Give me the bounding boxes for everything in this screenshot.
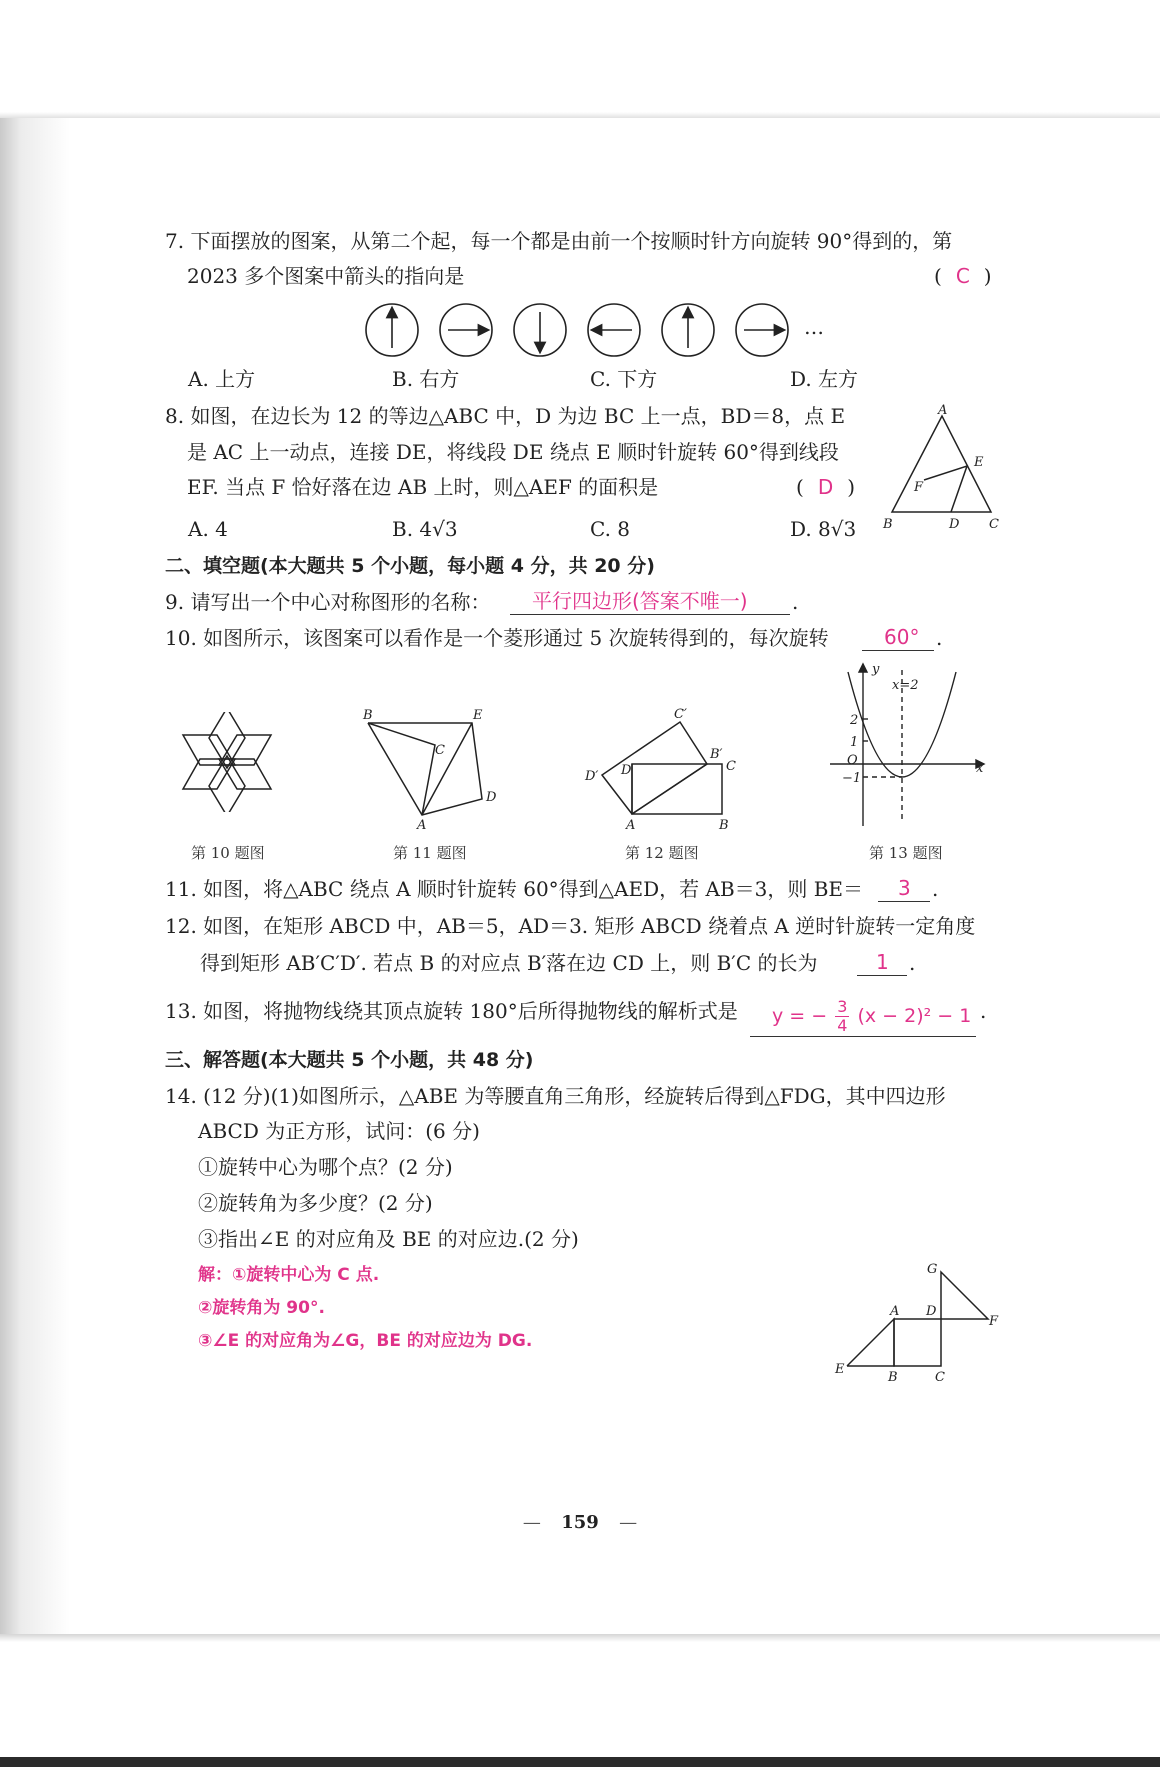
q7-line1: 7. 下面摆放的图案，从第二个起，每一个都是由前一个按顺时针方向旋转 90°得到的，第 [165, 229, 953, 253]
q7-ellipsis: … [804, 315, 824, 339]
q12-blank [857, 975, 907, 976]
q8-answer-bracket: ( D ) [796, 475, 856, 499]
q8-label-f: F [914, 480, 924, 495]
q7-line2: 2023 多个图案中箭头的指向是 [187, 264, 465, 288]
q9-answer: 平行四边形(答案不唯一) [532, 589, 748, 613]
fig12-label-a: A [626, 818, 636, 833]
q14-solution-2: ②旋转角为 90°. [198, 1298, 325, 1318]
q14-solution-1: 解：①旋转中心为 C 点. [198, 1265, 380, 1285]
fig11-label-d: D [486, 790, 497, 805]
q8-option-d: D. 8√3 [790, 517, 857, 541]
q11-answer: 3 [898, 876, 911, 900]
q14-label-e: E [835, 1362, 845, 1377]
fig13-tick-1: 1 [850, 735, 859, 750]
fig13-tick-2: 2 [850, 713, 859, 728]
q13-answer-prefix: y = − [772, 1005, 828, 1027]
q13-fraction-numerator: 3 [837, 997, 848, 1016]
q8-label-c: C [989, 517, 999, 532]
q14-line1: 14. (12 分)(1)如图所示，△ABE 为等腰直角三角形，经旋转后得到△FDG，其中四边形 [165, 1084, 946, 1108]
page-number [0, 1512, 1160, 1533]
q14-sub3: ③指出∠E 的对应角及 BE 的对应边.(2 分) [198, 1227, 579, 1251]
fig12-label-b: B [719, 818, 729, 833]
q14-label-f: F [989, 1314, 999, 1329]
q9-end: . [792, 590, 799, 614]
fig13-parabola-graph [822, 660, 992, 830]
q8-answer: D [817, 475, 834, 499]
q7-option-b: B. 右方 [392, 367, 460, 391]
q14-sub2: ②旋转角为多少度？(2 分) [198, 1191, 433, 1215]
q10-end: . [936, 626, 943, 650]
q12-line1: 12. 如图，在矩形 ABCD 中，AB＝5，AD＝3. 矩形 ABCD 绕着点 A 逆时针旋转一定角度 [165, 914, 976, 938]
q14-solution-3: ③∠E 的对应角为∠G，BE 的对应边为 DG. [198, 1331, 533, 1351]
fig13-label-origin: O [847, 753, 858, 768]
q12-answer: 1 [876, 950, 889, 974]
q13-fraction [835, 998, 849, 1035]
q11-end: . [932, 877, 939, 901]
q8-label-e: E [974, 455, 984, 470]
q8-triangle-figure [875, 400, 1010, 535]
fig12-label-c: C [726, 759, 736, 774]
q14-label-g: G [927, 1262, 938, 1277]
q8-option-a: A. 4 [188, 517, 228, 541]
fig12-label-c-prime: C′ [674, 707, 687, 722]
q13-fraction-denominator: 4 [837, 1016, 848, 1035]
q13-answer [772, 998, 971, 1035]
page-dash-left: — [522, 1512, 541, 1533]
fig13-tick-minus1: −1 [842, 771, 862, 786]
q13-blank [750, 1036, 976, 1037]
q8-label-d: D [949, 517, 960, 532]
section2-heading: 二、填空题(本大题共 5 个小题，每小题 4 分，共 20 分) [165, 555, 655, 577]
q8-line2: 是 AC 上一动点，连接 DE，将线段 DE 绕点 E 顺时针旋转 60°得到线段 [187, 440, 839, 464]
fig11-rotation-figure [350, 700, 510, 835]
q8-option-c: C. 8 [590, 517, 631, 541]
q7-option-a: A. 上方 [188, 367, 256, 391]
section3-heading: 三、解答题(本大题共 5 个小题，共 48 分) [165, 1049, 534, 1071]
q14-line2: ABCD 为正方形，试问：(6 分) [198, 1119, 480, 1143]
q7-option-c: C. 下方 [590, 367, 658, 391]
q13-text: 13. 如图，将抛物线绕其顶点旋转 180°后所得抛物线的解析式是 [165, 999, 738, 1023]
q10-answer: 60° [884, 625, 920, 649]
page-number-value: 159 [561, 1512, 599, 1533]
page-spine-shadow [0, 118, 70, 1638]
fig12-label-d-prime: D′ [585, 769, 599, 784]
fig11-label-b: B [363, 708, 373, 723]
fig10-caption: 第 10 题图 [191, 844, 265, 862]
page-dash-right: — [619, 1512, 638, 1533]
page-bottom-shadow [0, 1634, 1160, 1642]
fig10-rhombus-star [172, 712, 282, 812]
q14-label-c: C [935, 1370, 945, 1385]
fig11-label-c: C [435, 743, 445, 758]
fig12-caption: 第 12 题图 [625, 844, 699, 862]
fig12-label-b-prime: B′ [710, 747, 723, 762]
q8-option-b: B. 4√3 [392, 517, 458, 541]
fig11-label-a: A [417, 818, 427, 833]
fig11-caption: 第 11 题图 [393, 844, 467, 862]
q7-answer-bracket: ( C ) [934, 264, 992, 288]
q12-end: . [909, 951, 916, 975]
q11-blank [878, 901, 930, 902]
q11-text: 11. 如图，将△ABC 绕点 A 顺时针旋转 60°得到△AED，若 AB＝3，则 BE＝ [165, 877, 864, 901]
q7-answer: C [955, 264, 970, 288]
fig13-label-x: x [976, 761, 984, 776]
viewer-bottom-bar [0, 1757, 1160, 1767]
q14-label-b: B [888, 1370, 898, 1385]
q14-square-abcd [894, 1319, 941, 1366]
q7-arrow-circles [360, 298, 830, 362]
q8-line3: EF. 当点 F 恰好落在边 AB 上时，则△AEF 的面积是 [187, 475, 659, 499]
q14-sub1: ①旋转中心为哪个点？(2 分) [198, 1155, 453, 1179]
fig11-label-e: E [473, 708, 483, 723]
q13-answer-suffix: (x − 2)² − 1 [857, 1005, 972, 1027]
fig12-rectangle-rotation [575, 700, 755, 835]
q8-label-a: A [938, 403, 948, 418]
q12-line2: 得到矩形 AB′C′D′. 若点 B 的对应点 B′落在边 CD 上，则 B′C 的长为 [200, 951, 818, 975]
q10-text: 10. 如图所示，该图案可以看作是一个菱形通过 5 次旋转得到的，每次旋转 [165, 626, 829, 650]
fig12-label-d: D [621, 763, 632, 778]
fig13-label-y: y [872, 662, 880, 677]
q9-text: 9. 请写出一个中心对称图形的名称： [165, 590, 491, 614]
q14-square-triangles-figure [826, 1255, 1016, 1390]
fig13-caption: 第 13 题图 [869, 844, 943, 862]
q7-option-d: D. 左方 [790, 367, 859, 391]
q13-end: . [980, 999, 987, 1023]
q10-blank [862, 650, 934, 651]
q8-line1: 8. 如图，在边长为 12 的等边△ABC 中，D 为边 BC 上一点，BD＝8，点 E [165, 404, 846, 428]
q8-label-b: B [883, 517, 893, 532]
q14-label-d: D [926, 1304, 937, 1319]
q14-label-a: A [890, 1304, 900, 1319]
fig13-label-axis-line: x=2 [892, 678, 919, 693]
q9-blank [510, 614, 790, 615]
